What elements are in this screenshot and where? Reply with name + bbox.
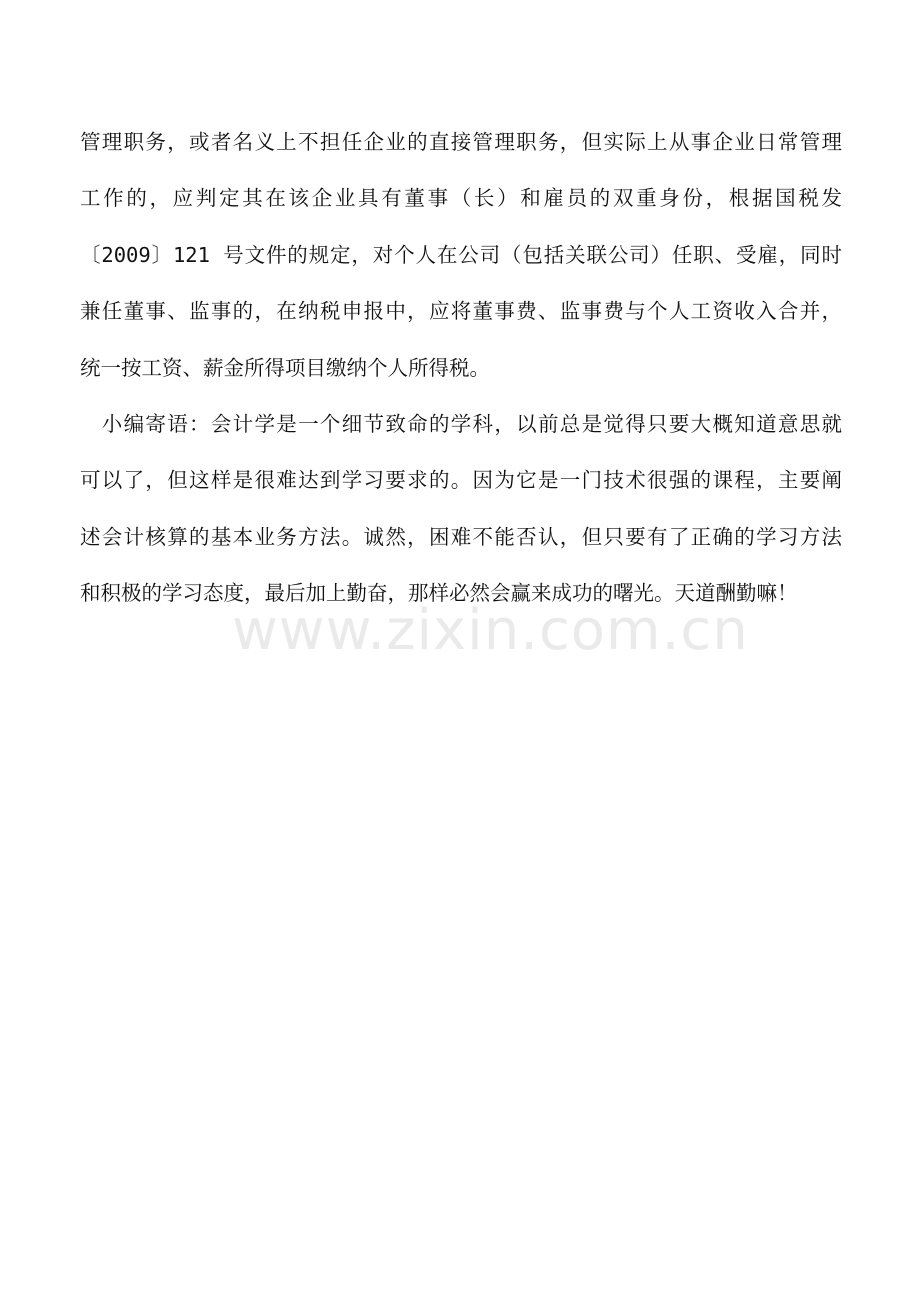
text-line: 管理职务，或者名义上不担任企业的直接管理职务，但实际上从事企业日常管理	[80, 130, 842, 154]
text-line: 统一按工资、薪金所得项目缴纳个人所得税。	[80, 355, 490, 380]
text-line: 可以了，但这样是很难达到学习要求的。因为它是一门技术很强的课程，主要阐	[80, 468, 842, 493]
text-line: 〔2009〕121 号文件的规定，对个人在公司（包括关联公司）任职、受雇，同时	[80, 242, 842, 267]
text-line: 述会计核算的基本业务方法。诚然，困难不能否认，但只要有了正确的学习方法	[80, 524, 842, 549]
paragraph-tax-rules	[80, 120, 842, 391]
watermark: www.zixin.com.cn	[232, 598, 749, 663]
text-line: 小编寄语：会计学是一个细节致命的学科，以前总是觉得只要大概知道意思就	[80, 411, 842, 436]
text-line: 工作的，应判定其在该企业具有董事（长）和雇员的双重身份，根据国税发	[80, 186, 842, 211]
document-body	[80, 120, 842, 628]
paragraph-editor-note	[80, 402, 842, 616]
text-line: 兼任董事、监事的，在纳税申报中，应将董事费、监事费与个人工资收入合并，	[80, 299, 842, 324]
text-line: 和积极的学习态度，最后加上勤奋，那样必然会赢来成功的曙光。天道酬勤嘛！	[80, 581, 798, 606]
